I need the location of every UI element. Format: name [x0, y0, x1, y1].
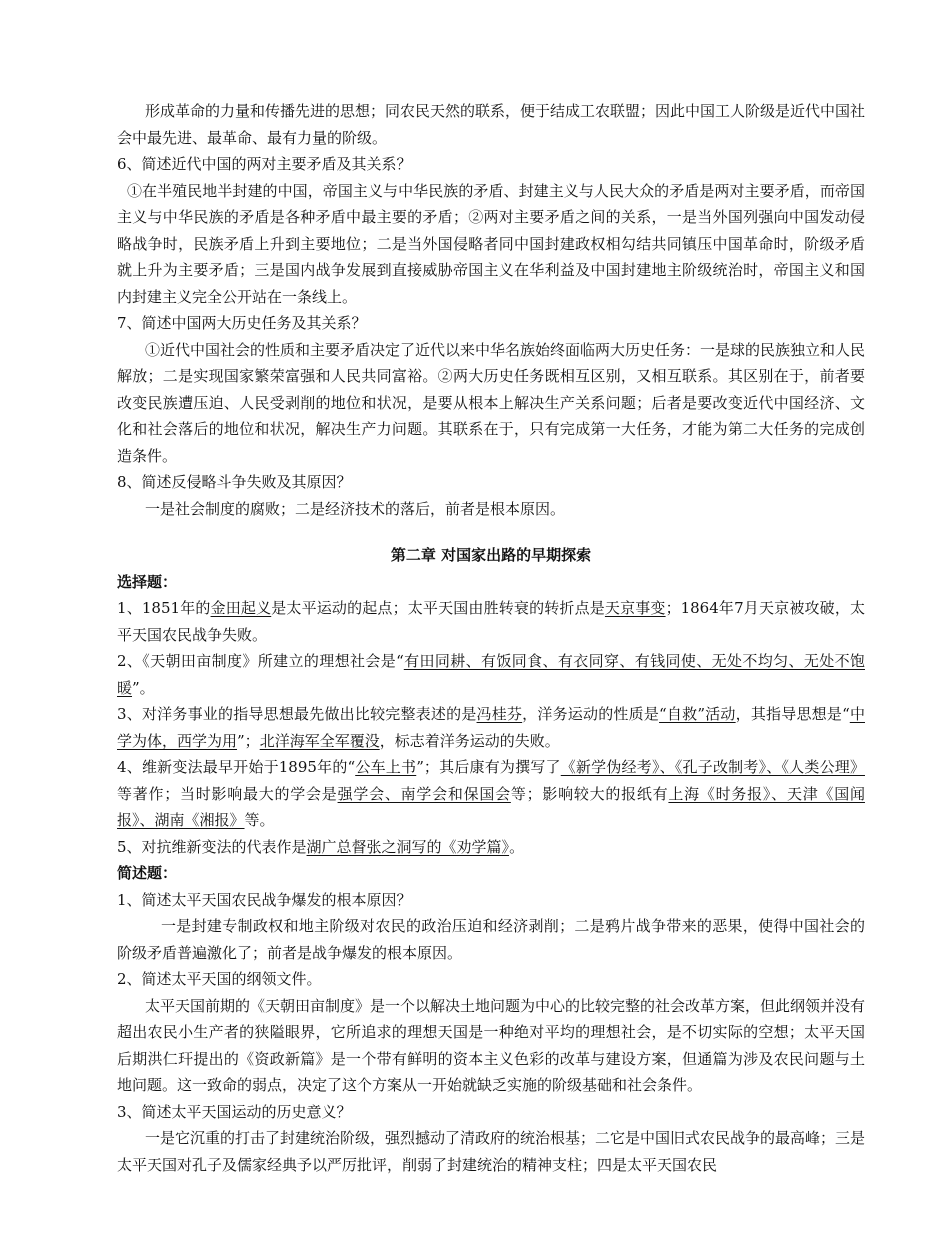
short-1-title: 1、简述太平天国农民战争爆发的根本原因？ [117, 890, 412, 909]
choice-5-text: 。 [509, 837, 525, 856]
choice-3-text: ，洋务运动的性质是 [522, 705, 660, 723]
choice-1-answer-b: 天京事变 [604, 599, 666, 617]
choice-item-4 [117, 754, 865, 834]
question-7-title: 7、简述中国两大历史任务及其关系？ [117, 314, 367, 332]
choice-item-3 [117, 701, 865, 754]
choice-1-text: 1、1851年的 [117, 599, 211, 617]
choice-2-text: ”。 [132, 678, 155, 697]
choice-1-text: ；1864年7月天京被攻破，太平天国农民战争失败。 [117, 599, 865, 644]
choice-4-text: ”；其后康有为撰写了 [416, 758, 561, 776]
choice-3-answer-d: 北洋海军全军覆没 [259, 731, 380, 750]
choice-1-answer-a: 金田起义 [210, 599, 272, 617]
choice-4-answer-a: 公车上书 [355, 758, 417, 776]
choice-4-text: 等。 [244, 811, 275, 829]
choice-item-1 [117, 595, 865, 648]
choice-4-text: 等著作；当时影响最大的学会是 [117, 784, 338, 803]
short-3-title: 3、简述太平天国运动的历史意义？ [117, 1102, 352, 1121]
choice-4-answer-d: 上海《时务报》、天津《国闻报》、湖南《湘报》 [117, 784, 865, 829]
choice-3-text: ，其指导思想是“ [735, 705, 850, 723]
choice-section-label: 选择题： [117, 572, 178, 591]
intro-paragraph: 形成革命的力量和传播先进的思想；同农民天然的联系，便于结成工农联盟；因此中国工人阶级是近代中国社会中最先进、最革命、最有力量的阶级。 [117, 102, 866, 147]
choice-3-text: 3、对洋务事业的指导思想最先做出比较完整表述的是 [117, 705, 477, 723]
choice-1-text: 是太平运动的起点；太平天国由胜转衰的转折点是 [271, 599, 605, 617]
question-6-answer: ①在半殖民地半封建的中国，帝国主义与中华民族的矛盾、封建主义与人民大众的矛盾是两对主要矛盾，而帝国主义与中华民族的矛盾是各种矛盾中最主要的矛盾；②两对主要矛盾之间的关系，一是当外国列强向中国发动侵略战争时，民族矛盾上升到主要地位；二是当外国侵略者同中国封建政权相勾结共同镇压中国革命时，阶级矛盾就上升为主要矛盾；三是国内战争发展到直接威胁帝国主义在华利益及中国封建地主阶级统治时，帝国主义和国内封建主义完全公开站在一条线上。 [117, 181, 865, 306]
chapter-2-heading: 第二章 对国家出路的早期探索 [390, 546, 592, 564]
choice-item-5 [117, 834, 865, 861]
choice-3-answer-a: 冯桂芬 [476, 705, 523, 723]
question-8-answer: 一是社会制度的腐败；二是经济技术的落后，前者是根本原因。 [145, 499, 566, 518]
question-8-title: 8、简述反侵略斗争失败及其原因？ [117, 473, 352, 491]
choice-3-answer-c: 中学为体，西学为用 [117, 705, 865, 750]
choice-2-text: 2、《天朝田亩制度》所建立的理想社会是“ [117, 652, 404, 670]
short-1-answer: 一是封建专制政权和地主阶级对农民的政治压迫和经济剥削；二是鸦片战争带来的恶果，使得中国社会的阶级矛盾普遍激化了；前者是战争爆发的根本原因。 [117, 917, 865, 962]
choice-2-answer: 有田同耕、有饭同食、有衣同穿、有钱同使、无处不均匀、无处不饱暖 [117, 652, 865, 697]
short-2-answer: 太平天国前期的《天朝田亩制度》是一个以解决土地问题为中心的比较完整的社会改革方案，但此纲领并没有超出农民小生产者的狭隘眼界，它所追求的理想天国是一种绝对平均的理想社会，是不切实际的空想；太平天国后期洪仁玕提出的《资政新篇》是一个带有鲜明的资本主义色彩的改革与建设方案，但通篇为涉及农民问题与土地问题。这一致命的弱点，决定了这个方案从一开始就缺乏实施的阶级基础和社会条件。 [117, 996, 866, 1094]
question-6-title: 6、简述近代中国的两对主要矛盾及其关系？ [117, 155, 412, 173]
choice-4-answer-c: 强学会、南学会和保国会 [337, 784, 511, 803]
choice-3-text: ，标志着洋务运动的失败。 [379, 731, 560, 750]
short-answer-section-label: 简述题： [117, 864, 178, 882]
choice-4-text: 等；影响较大的报纸有 [510, 784, 669, 803]
short-3-answer: 一是它沉重的打击了封建统治阶级，强烈撼动了清政府的统治根基；二它是中国旧式农民战争的最高峰；三是太平天国对孔子及儒家经典予以严厉批评，削弱了封建统治的精神支柱；四是太平天国农民 [117, 1129, 866, 1174]
choice-3-answer-b: “自救”活动 [659, 705, 736, 723]
choice-item-2 [117, 648, 865, 701]
choice-4-answer-b: 《新学伪经考》、《孔子改制考》、《人类公理》 [560, 758, 865, 776]
choice-3-text: ”； [237, 731, 260, 750]
choice-5-text: 5、对抗维新变法的代表作是 [117, 837, 307, 856]
choice-4-text: 4、维新变法最早开始于1895年的“ [117, 758, 356, 776]
choice-5-answer: 湖广总督张之洞写的《劝学篇》 [306, 837, 510, 856]
question-7-answer: ①近代中国社会的性质和主要矛盾决定了近代以来中华名族始终面临两大历史任务：一是球的民族独立和人民解放；二是实现国家繁荣富强和人民共同富裕。②两大历史任务既相互区别，又相互联系。其区别在于，前者要改变民族遭压迫、人民受剥削的地位和状况，是要从根本上解决生产关系问题；后者是要改变近代中国经济、文化和社会落后的地位和状况，解决生产力问题。其联系在于，只有完成第一大任务，才能为第二大任务的完成创造条件。 [117, 340, 866, 465]
document-page [117, 98, 865, 1178]
short-2-title: 2、简述太平天国的纲领文件。 [117, 970, 322, 988]
